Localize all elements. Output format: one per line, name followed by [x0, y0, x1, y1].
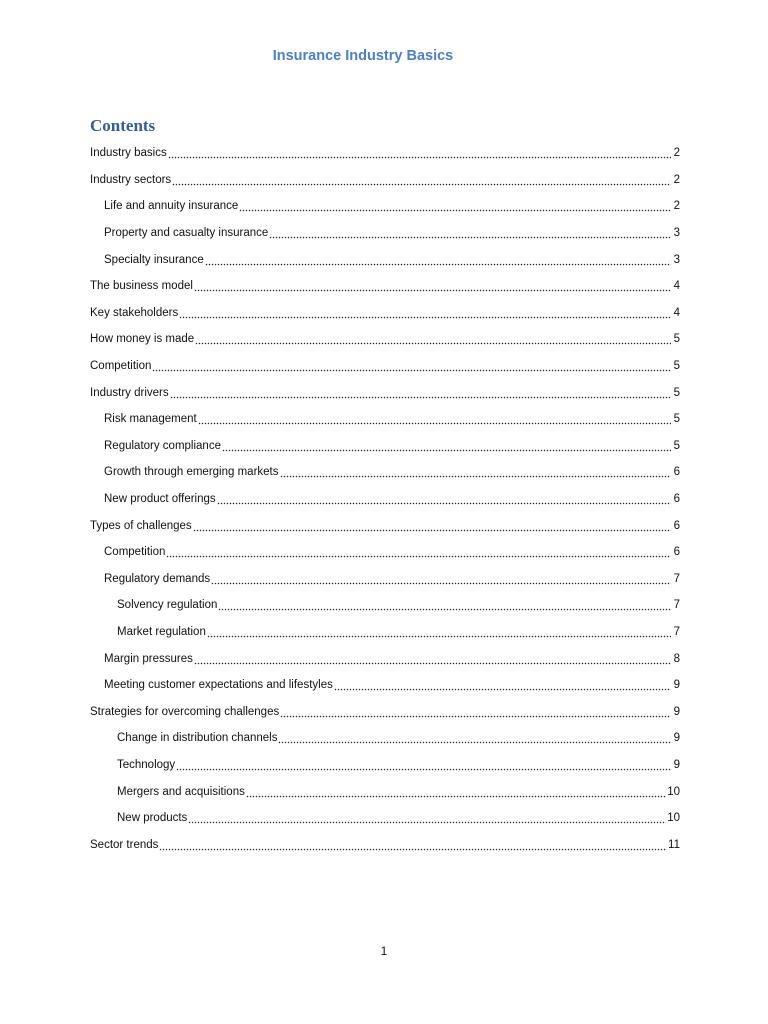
toc-entry-label: Technology [117, 758, 176, 771]
toc-dot-leader [280, 465, 672, 479]
toc-entry[interactable] [90, 566, 680, 593]
toc-dot-leader [211, 572, 671, 586]
toc-dot-leader [176, 758, 671, 772]
toc-dot-leader [278, 731, 671, 745]
page-number: 1 [380, 944, 388, 958]
toc-entry-label: Industry sectors [90, 173, 172, 186]
toc-dot-leader [179, 306, 671, 320]
toc-entry-page: 5 [673, 386, 680, 399]
toc-entry-label: Life and annuity insurance [104, 200, 239, 213]
toc-entry-page: 6 [673, 493, 680, 506]
toc-entry-label: Regulatory compliance [104, 439, 221, 452]
toc-entry-label: Growth through emerging markets [104, 466, 279, 479]
toc-entry-label: Solvency regulation [117, 599, 218, 612]
toc-entry-label: The business model [90, 280, 193, 293]
toc-entry-page: 3 [673, 227, 680, 240]
toc-dot-leader [198, 412, 671, 426]
toc-entry[interactable] [90, 246, 680, 273]
toc-entry-page: 9 [673, 758, 680, 771]
toc-entry-label: Industry basics [90, 147, 167, 160]
toc-dot-leader [188, 811, 666, 825]
toc-entry-label: Specialty insurance [104, 253, 204, 266]
toc-entry[interactable] [90, 725, 680, 752]
toc-entry-label: Market regulation [117, 625, 206, 638]
toc-entry-page: 8 [673, 652, 680, 665]
toc-entry[interactable] [90, 459, 680, 486]
toc-dot-leader [195, 332, 671, 346]
toc-entry-label: Mergers and acquisitions [117, 785, 245, 798]
toc-entry[interactable] [90, 379, 680, 406]
toc-entry[interactable] [90, 539, 680, 566]
toc-entry-label: Change in distribution channels [117, 732, 278, 745]
toc-dot-leader [280, 705, 671, 719]
toc-dot-leader [168, 146, 671, 160]
toc-entry[interactable] [90, 220, 680, 247]
toc-dot-leader [222, 439, 671, 453]
toc-dot-leader [218, 598, 671, 612]
toc-entry-label: Industry drivers [90, 386, 169, 399]
toc-dot-leader [159, 838, 667, 852]
toc-entry-page: 5 [673, 360, 680, 373]
toc-entry-label: Risk management [104, 413, 197, 426]
toc-dot-leader [269, 226, 671, 240]
toc-entry-page: 2 [673, 173, 680, 186]
toc-entry[interactable] [90, 831, 680, 858]
toc-dot-leader [334, 678, 671, 692]
toc-entry-page: 5 [673, 333, 680, 346]
toc-entry-page: 3 [673, 253, 680, 266]
toc-entry-page: 7 [673, 625, 680, 638]
toc-dot-leader [246, 785, 666, 799]
toc-entry[interactable] [90, 698, 680, 725]
document-title: Insurance Industry Basics [272, 48, 454, 64]
toc-entry[interactable] [90, 433, 680, 460]
toc-entry[interactable] [90, 140, 680, 167]
toc-dot-leader [152, 359, 671, 373]
toc-entry-page: 9 [673, 679, 680, 692]
toc-entry-label: How money is made [90, 333, 195, 346]
toc-entry-label: Strategies for overcoming challenges [90, 705, 280, 718]
toc-entry[interactable] [90, 193, 680, 220]
toc-entry-page: 7 [673, 599, 680, 612]
toc-entry-page: 9 [673, 705, 680, 718]
toc-entry-label: New product offerings [104, 493, 216, 506]
toc-entry[interactable] [90, 778, 680, 805]
toc-entry-page: 5 [673, 439, 680, 452]
toc-entry[interactable] [90, 273, 680, 300]
toc-dot-leader [193, 519, 671, 533]
toc-entry[interactable] [90, 406, 680, 433]
toc-entry[interactable] [90, 300, 680, 327]
toc-entry-label: Property and casualty insurance [104, 227, 269, 240]
toc-entry-page: 11 [668, 838, 680, 851]
toc-entry[interactable] [90, 326, 680, 353]
contents-heading: Contents [90, 116, 156, 135]
toc-dot-leader [207, 625, 671, 639]
toc-dot-leader [217, 492, 671, 506]
toc-entry[interactable] [90, 645, 680, 672]
toc-dot-leader [166, 545, 671, 559]
toc-entry[interactable] [90, 619, 680, 646]
toc-entry-label: Regulatory demands [104, 572, 211, 585]
toc-entry-page: 7 [673, 572, 680, 585]
toc-entry-page: 6 [673, 546, 680, 559]
toc-entry[interactable] [90, 486, 680, 513]
toc-entry-page: 4 [673, 306, 680, 319]
toc-entry[interactable] [90, 592, 680, 619]
toc-entry-page: 4 [673, 280, 680, 293]
toc-dot-leader [239, 199, 671, 213]
toc-entry-page: 2 [673, 147, 680, 160]
toc-entry-page: 10 [667, 812, 680, 825]
toc-dot-leader [194, 652, 671, 666]
toc-entry-page: 9 [673, 732, 680, 745]
toc-dot-leader [170, 386, 671, 400]
toc-entry-label: New products [117, 812, 188, 825]
toc-entry[interactable] [90, 353, 680, 380]
toc-entry[interactable] [90, 805, 680, 832]
toc-dot-leader [194, 279, 671, 293]
toc-entry-page: 2 [673, 200, 680, 213]
toc-entry-label: Margin pressures [104, 652, 193, 665]
toc-entry-label: Key stakeholders [90, 306, 179, 319]
toc-entry-page: 5 [673, 413, 680, 426]
toc-entry[interactable] [90, 672, 680, 699]
toc-entry-label: Competition [90, 360, 152, 373]
toc-entry-page: 6 [673, 466, 680, 479]
toc-entry[interactable] [90, 752, 680, 779]
toc-entry-page: 6 [673, 519, 680, 532]
table-of-contents [90, 140, 680, 858]
toc-entry-label: Competition [104, 546, 166, 559]
toc-dot-leader [205, 253, 671, 267]
toc-entry-label: Meeting customer expectations and lifestyles [104, 679, 333, 692]
toc-entry-label: Sector trends [90, 838, 159, 851]
toc-entry-label: Types of challenges [90, 519, 192, 532]
toc-entry-page: 10 [667, 785, 680, 798]
toc-entry[interactable] [90, 512, 680, 539]
toc-entry[interactable] [90, 167, 680, 194]
toc-dot-leader [172, 173, 671, 187]
